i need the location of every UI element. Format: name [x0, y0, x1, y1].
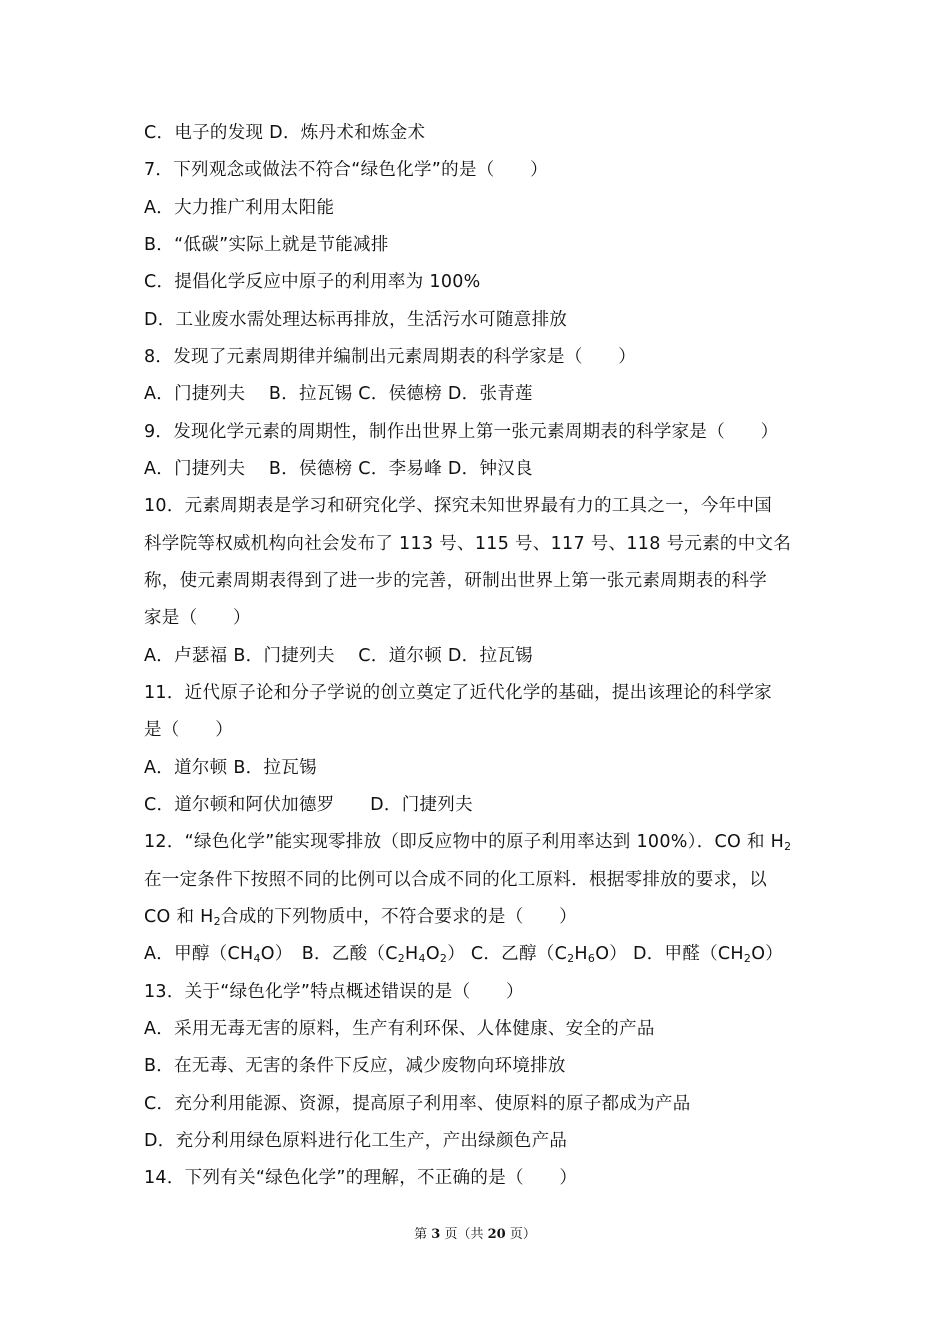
question-text-line: 称，使元素周期表得到了进一步的完善，研制出世界上第一张元素周期表的科学 — [144, 571, 767, 591]
subscript: 2 — [397, 952, 406, 965]
option-line: D．工业废水需处理达标再排放，生活污水可随意排放 — [144, 310, 568, 330]
option-line: C．充分利用能源、资源，提高原子利用率、使原料的原子都成为产品 — [144, 1094, 691, 1114]
option-line: A．道尔顿 B．拉瓦锡 — [144, 758, 317, 778]
option-line: A．门捷列夫 B．侯德榜 C．李易峰 D．钟汉良 — [144, 459, 533, 479]
subscript: 2 — [743, 952, 752, 965]
subscript: 6 — [587, 952, 596, 965]
text-segment: 合成的下列物质中，不符合要求的是（ ） — [220, 907, 577, 927]
subscript: 4 — [418, 952, 426, 965]
text-segment: O） D．甲醛（CH — [595, 944, 744, 964]
question-text-line: 家是（ ） — [144, 608, 251, 628]
text-segment: A．甲醇（CH — [144, 944, 254, 964]
text-segment: O — [425, 944, 440, 964]
footer-total-pages: 20 — [487, 1227, 506, 1242]
text-segment: H — [405, 944, 419, 964]
option-line: D．充分利用绿色原料进行化工生产，产出绿颜色产品 — [144, 1131, 568, 1151]
text-segment: CO 和 H — [144, 907, 214, 927]
question-text-line: 在一定条件下按照不同的比例可以合成不同的化工原料．根据零排放的要求，以 — [144, 870, 767, 890]
footer-prefix: 第 — [414, 1227, 432, 1242]
subscript: 2 — [439, 952, 448, 965]
text-segment: 12．“绿色化学”能实现零排放（即反应物中的原子利用率达到 100%）．CO 和 H — [144, 832, 785, 852]
question-text-line — [144, 905, 814, 929]
question-text-line: 是（ ） — [144, 720, 233, 740]
text-segment: ） C．乙醇（C — [447, 944, 568, 964]
option-line: B．“低碳”实际上就是节能减排 — [144, 235, 389, 255]
question-text-line: 科学院等权威机构向社会发布了 113 号、115 号、117 号、118 号元素的中文名 — [144, 534, 792, 554]
footer-middle: 页（共 — [440, 1227, 488, 1242]
page-footer — [0, 1226, 950, 1244]
footer-page-number: 3 — [431, 1227, 441, 1242]
option-line: C．提倡化学反应中原子的利用率为 100% — [144, 272, 481, 292]
question-10: 10．元素周期表是学习和研究化学、探究未知世界最有力的工具之一，今年中国 — [144, 496, 773, 516]
option-line — [144, 942, 814, 966]
subscript: 2 — [784, 840, 792, 853]
option-line: A．大力推广利用太阳能 — [144, 198, 335, 218]
option-line: C．电子的发现 D．炼丹术和炼金术 — [144, 123, 426, 143]
text-segment: H — [574, 944, 588, 964]
option-line: B．在无毒、无害的条件下反应，减少废物向环境排放 — [144, 1056, 566, 1076]
option-line: A．采用无毒无害的原料，生产有利环保、人体健康、安全的产品 — [144, 1019, 655, 1039]
question-7: 7．下列观念或做法不符合“绿色化学”的是（ ） — [144, 160, 548, 180]
question-13: 13．关于“绿色化学”特点概述错误的是（ ） — [144, 982, 524, 1002]
question-11: 11．近代原子论和分子学说的创立奠定了近代化学的基础，提出该理论的科学家 — [144, 683, 773, 703]
text-segment: O） — [751, 944, 784, 964]
subscript: 2 — [213, 915, 221, 928]
footer-suffix: 页） — [505, 1227, 536, 1242]
question-9: 9．发现化学元素的周期性，制作出世界上第一张元素周期表的科学家是（ ） — [144, 422, 779, 442]
option-line: A．门捷列夫 B．拉瓦锡 C．侯德榜 D．张青莲 — [144, 384, 533, 404]
subscript: 2 — [567, 952, 575, 965]
question-12 — [144, 830, 814, 854]
question-14: 14．下列有关“绿色化学”的理解，不正确的是（ ） — [144, 1168, 578, 1188]
option-line: A．卢瑟福 B．门捷列夫 C．道尔顿 D．拉瓦锡 — [144, 646, 533, 666]
option-line: C．道尔顿和阿伏加德罗 D．门捷列夫 — [144, 795, 473, 815]
text-segment: O） B．乙酸（C — [260, 944, 398, 964]
question-8: 8．发现了元素周期律并编制出元素周期表的科学家是（ ） — [144, 347, 637, 367]
subscript: 4 — [253, 952, 261, 965]
